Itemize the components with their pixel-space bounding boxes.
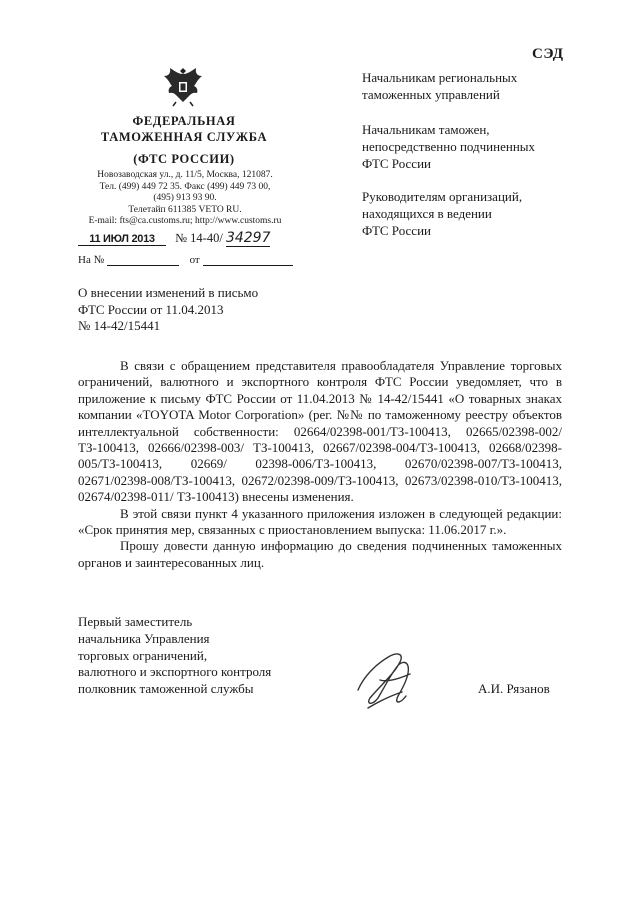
double-headed-eagle-emblem-icon [160, 62, 206, 108]
handwritten-signature [350, 646, 420, 716]
subject-line-2: ФТС России от 11.04.2013 [78, 301, 224, 317]
contact-address: Новозаводская ул., д. 11/5, Москва, 121087. [97, 170, 273, 180]
signatory-position [78, 614, 271, 698]
addressee-1 [362, 69, 592, 103]
letter-body [78, 358, 562, 571]
body-paragraph-1: В связи с обращением представителя правообладателя Управление торговых ограничений, валютного и экспортного контроля ФТС России уведомляет, что в приложение к письму ФТС России от 11.04.2013 № 14-42/15441 «О товарных знаках компании «TOYOTA Motor Corporation» (рег. №№ по таможенному реестру объектов интеллектуальной собственности: 02664/02398-001/ТЗ-100413, 02665/02398-002/ТЗ-100413, 02666/02398-003/ ТЗ-100413, 02667/02398-004/ТЗ-100413, 02668/02398-005/ТЗ-100413, 02669/ 02398-006/ТЗ-100413, 02670/02398-007/ТЗ-100413, 02671/02398-008/ТЗ-100413, 02672/02398-009/ТЗ-100413, 02673/02398-010/ТЗ-100413, 02674/02398-011/ ТЗ-100413) внесены изменения. [78, 358, 562, 505]
contact-phone-2: (495) 913 93 90. [153, 193, 217, 204]
addressee-3-line-3: ФТС России [362, 223, 431, 238]
reference-line [78, 253, 293, 266]
addressee-2-line-2: непосредственно подчиненных [362, 139, 536, 154]
na-label: На № [78, 254, 105, 266]
addressee-3 [362, 188, 592, 239]
organization-name [84, 113, 284, 167]
registration-number-label: № 14-40/ [175, 231, 223, 245]
body-paragraph-3: Прошу довести данную информацию до сведения подчиненных таможенных органов и заинтересованных лиц. [78, 538, 562, 570]
addressee-2 [362, 121, 592, 172]
position-line-2: начальника Управления [78, 630, 210, 646]
position-line-5: полковник таможенной службы [78, 681, 254, 697]
subject-line-3: № 14-42/15441 [78, 318, 161, 333]
position-line-3: торговых ограничений, [78, 647, 208, 663]
body-paragraph-2: В этой связи пункт 4 указанного приложения изложен в следующей редакции: «Срок принятия мер, связанных с приостановлением выпуска: 11.06.2017 г.». [78, 505, 562, 538]
contact-phone: Тел. (499) 449 72 35. Факс (499) 449 73 00, [99, 181, 271, 192]
contact-email: E-mail: fts@ca.customs.ru; http://www.customs.ru [88, 216, 282, 227]
registration-date: 11 ИЮЛ 2013 [78, 233, 166, 246]
addressee-2-line-3: ФТС России [362, 156, 431, 171]
registration-number-handwritten: 34297 [225, 230, 271, 246]
subject-line-1: О внесении изменений в письмо [78, 285, 259, 300]
contact-teletype: Телетайп 611385 VETO RU. [128, 204, 242, 215]
addressee-1-line-1: Начальникам региональных [362, 70, 518, 85]
sed-stamp: СЭД [532, 46, 564, 62]
ot-date-blank [203, 253, 293, 266]
registration-line [78, 230, 270, 246]
contact-details [80, 170, 290, 228]
position-line-1: Первый заместитель [78, 614, 193, 629]
letter-subject [78, 285, 258, 335]
addressee-1-line-2: таможенных управлений [362, 87, 500, 102]
ot-label: от [189, 254, 200, 266]
org-abbreviation: (ФТС РОССИИ) [133, 152, 235, 166]
org-name-line-2: ТАМОЖЕННАЯ СЛУЖБА [100, 130, 268, 144]
na-number-blank [107, 253, 179, 266]
position-line-4: валютного и экспортного контроля [78, 664, 272, 680]
addressee-2-line-1: Начальникам таможен, [362, 122, 490, 137]
signer-name: А.И. Рязанов [478, 681, 550, 696]
addressee-3-line-2: находящихся в ведении [362, 206, 492, 221]
addressee-3-line-1: Руководителям организаций, [362, 189, 523, 204]
org-name-line-1: ФЕДЕРАЛЬНАЯ [132, 114, 236, 128]
